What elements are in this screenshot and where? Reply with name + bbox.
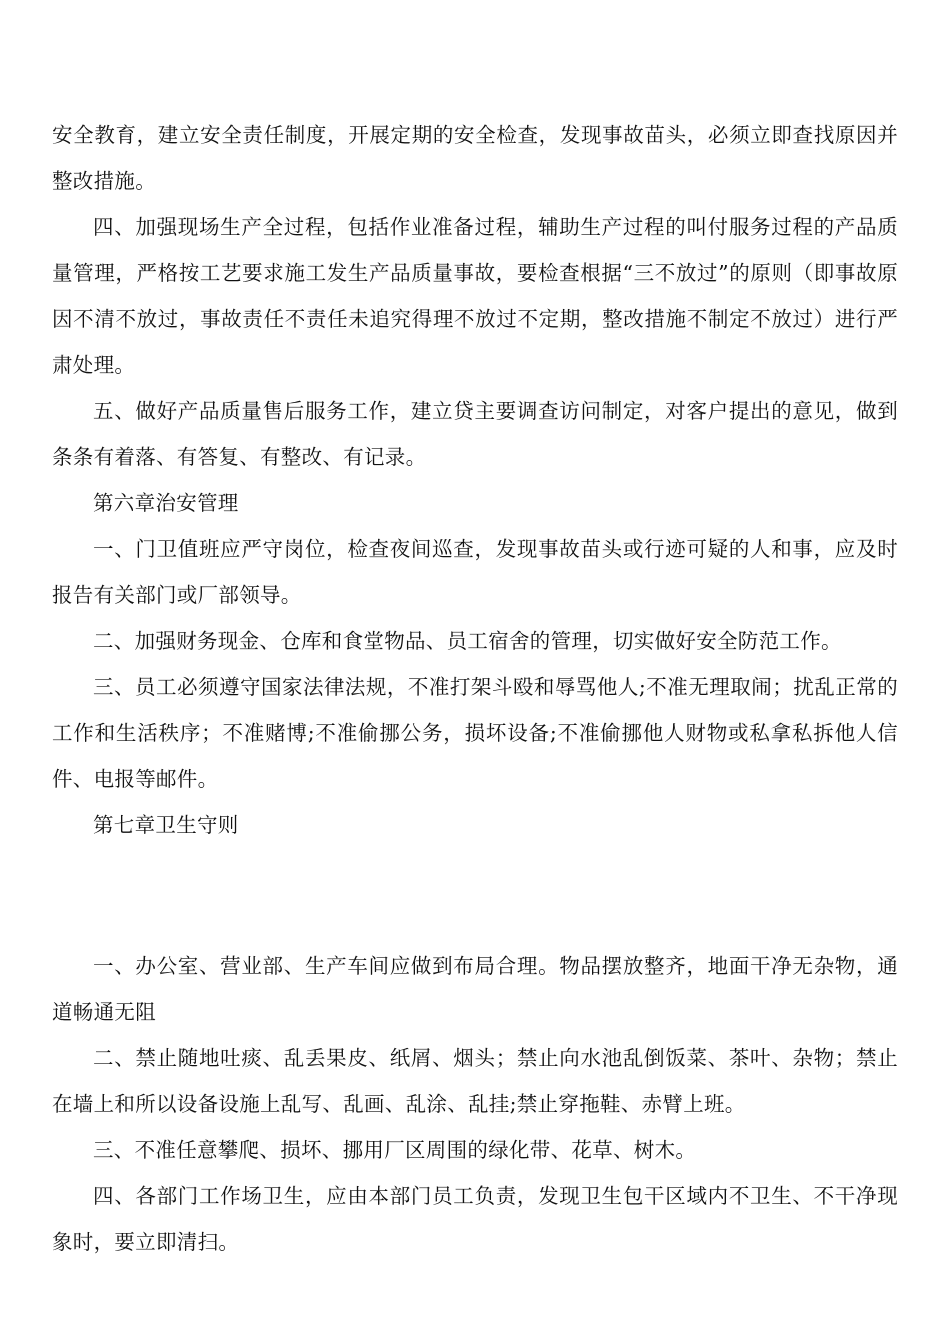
- chapter-heading-security: 第六章治安管理: [93, 491, 239, 515]
- paragraph-greenery-protection: 三、不准任意攀爬、损坏、挪用厂区周围的绿化带、花草、树木。: [93, 1138, 697, 1162]
- paragraph-after-sales-service: 五、做好产品质量售后服务工作，建立贷主要调查访问制定，对客户提出的意见，做到条条有着落、有答复、有整改、有记录。: [52, 399, 898, 469]
- chapter-heading-hygiene: 第七章卫生守则: [93, 813, 239, 837]
- paragraph-department-cleaning: 四、各部门工作场卫生，应由本部门员工负责，发现卫生包干区域内不卫生、不干净现象时，要立即清扫。: [52, 1184, 898, 1254]
- paragraph-employee-conduct: 三、员工必须遵守国家法律法规，不准打架斗殴和辱骂他人;不准无理取闹；扰乱正常的工作和生活秩序；不准赌博;不准偷挪公务，损坏设备;不准偷挪他人财物或私拿私拆他人信件、电报等邮件。: [52, 675, 898, 791]
- paragraph-safety-education: 安全教育，建立安全责任制度，开展定期的安全检查，发现事故苗头，必须立即查找原因并整改措施。: [52, 123, 898, 193]
- paragraph-office-layout: 一、办公室、营业部、生产车间应做到布局合理。物品摆放整齐，地面干净无杂物，通道畅通无阻: [52, 954, 898, 1024]
- paragraph-prohibitions: 二、禁止随地吐痰、乱丢果皮、纸屑、烟头；禁止向水池乱倒饭菜、茶叶、杂物；禁止在墙上和所以设备设施上乱写、乱画、乱涂、乱挂;禁止穿拖鞋、赤臂上班。: [52, 1046, 898, 1116]
- paragraph-quality-management: 四、加强现场生产全过程，包括作业准备过程，辅助生产过程的叫付服务过程的产品质量管理，严格按工艺要求施工发生产品质量事故，要检查根据“三不放过”的原则（即事故原因不清不放过，事故责任不责任未追究得理不放过不定期，整改措施不制定不放过）进行严肃处理。: [52, 215, 898, 377]
- paragraph-guard-duty: 一、门卫值班应严守岗位，检查夜间巡查，发现事故苗头或行迹可疑的人和事，应及时报告有关部门或厂部领导。: [52, 537, 898, 607]
- paragraph-property-protection: 二、加强财务现金、仓库和食堂物品、员工宿舍的管理，切实做好安全防范工作。: [93, 629, 842, 653]
